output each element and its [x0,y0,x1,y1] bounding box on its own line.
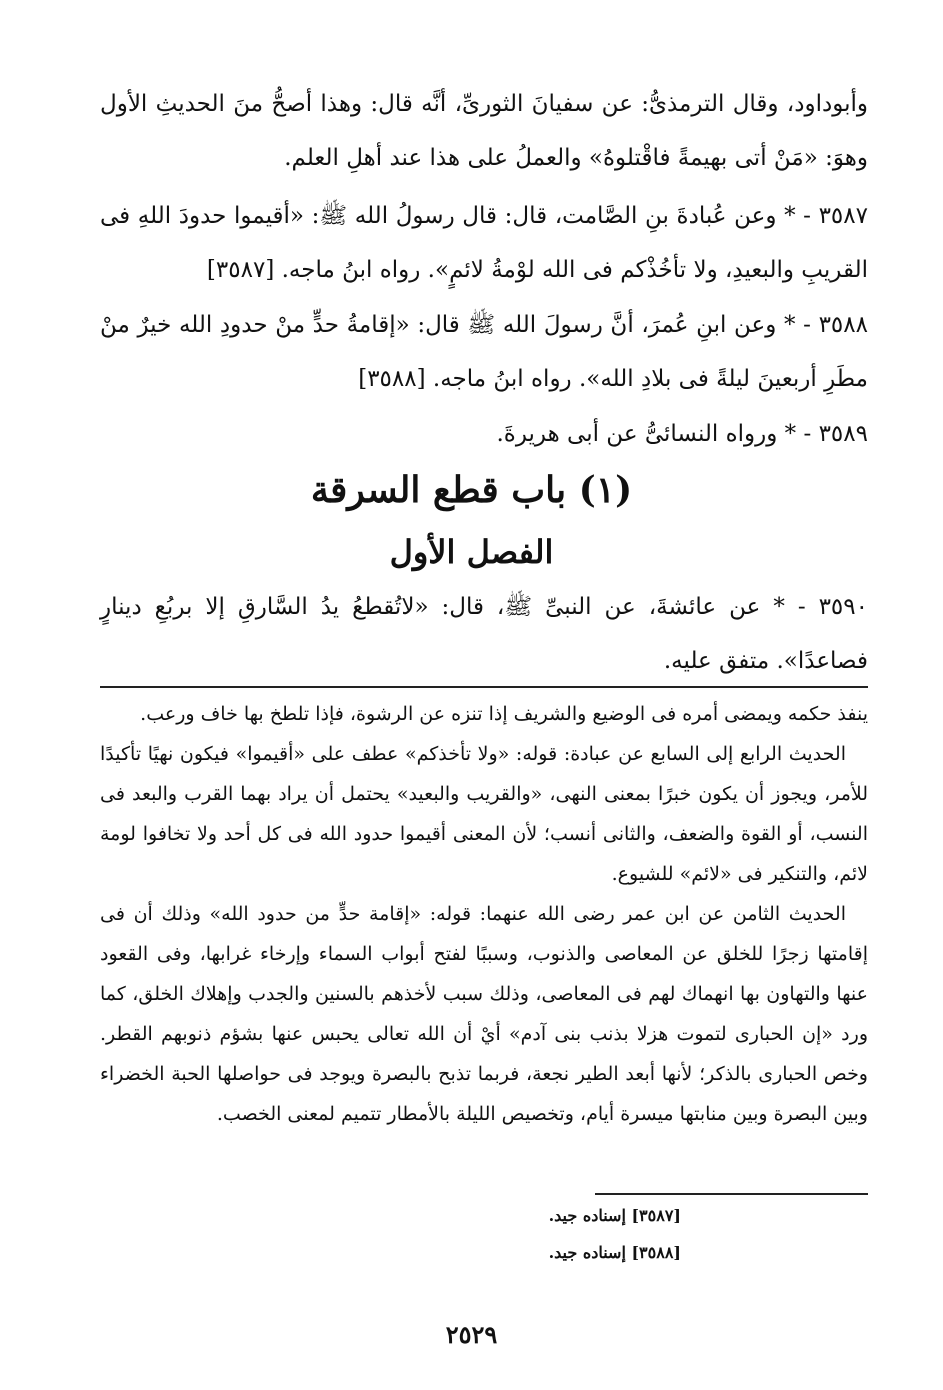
section-title: الفصل الأول [389,533,554,571]
hadith-continuation-paragraph: وأبوداود، وقال الترمذىُّ: عن سفيانَ الثورىِّ، أنَّه قال: وهذا أصحُّ منَ الحديثِ الأول وهوَ: «مَنْ أتى بهيمةً فاقْتلوهُ» والعملُ على هذا عند أهلِ العلم. [100,91,868,171]
hadith-3590: ٣٥٩٠ - * عن عائشةَ، عن النبىِّ ﷺ، قال: «لاتُقطعُ يدُ السَّارقِ إلا بربُعِ دينارٍ فصاعدًا». متفق عليه. [100,594,868,674]
footnote-3588: [٣٥٨٨] إسناده جيد. [548,1243,681,1262]
commentary-paragraph: الحديث الرابع إلى السابع عن عبادة: قوله: «ولا تأخذكم» عطف على «أقيموا» فيكون نهيًا تأكيدًا للأمر، ويجوز أن يكون خبرًا بمعنى النهى، «والقريب والبعيد» يحتمل أن يراد بهما القرب والبعد فى النسب، أو القوة والضعف، والثانى أنسب؛ لأن المعنى أقيموا حدود الله فى كل أحد ولا تخافوا لومة لائم، والتنكير فى «لائم» للشيوع. [100,743,868,885]
hadith-3587: ٣٥٨٧ - * وعن عُبادةَ بنِ الصَّامت، قال: قال رسولُ الله ﷺ: «أقيموا حدودَ اللهِ فى القريبِ والبعيدِ، ولا تأخُذْكم فى الله لوْمةُ لائمٍ». رواه ابنُ ماجه. [٣٥٨٧] [100,203,868,283]
commentary-paragraph: الحديث الثامن عن ابن عمر رضى الله عنهما: قوله: «إقامة حدٍّ من حدود الله» وذلك أن فى إقامتها زجرًا للخلق عن المعاصى والذنوب، وسببًا لفتح أبواب السماء وإرخاء غرابها، وفى القعود عنها والتهاون بها انهماك لهم فى المعاصى، وذلك سبب لأخذهم بالسنين والجدب وإهلاك الخلق، كما ورد «إن الحبارى لتموت هزلا بذنب بنى آدم» أيْ أن الله تعالى يحبس عنها بشؤم ذنوبهم القطر. وخص الحبارى بالذكر؛ لأنها أبعد الطير نجعة، فربما تذبح بالبصرة ويوجد فى حواصلها الحبة الخضراء وبين البصرة وبين منابتها ميسرة أيام، وتخصيص الليلة بالأمطار تتميم لمعنى الخصب. [100,903,868,1125]
commentary-paragraph: ينفذ حكمه ويمضى أمره فى الوضيع والشريف إذا تنزه عن الرشوة، فإذا تلطخ بها خاف ورعب. [140,703,868,725]
footnote-3587: [٣٥٨٧] إسناده جيد. [548,1206,681,1225]
hadith-3588: ٣٥٨٨ - * وعن ابنِ عُمرَ، أنَّ رسولَ الله ﷺ قال: «إقامةُ حدٍّ منْ حدودِ الله خيرٌ منْ مطَرِ أربعينَ ليلةً فى بلادِ الله». رواه ابنُ ماجه. [٣٥٨٨] [100,312,868,392]
footnote-divider [595,1193,868,1195]
chapter-title: (١) باب قطع السرقة [310,469,633,511]
commentary-divider [100,686,868,688]
hadith-3589: ٣٥٨٩ - * ورواه النسائىُّ عن أبى هريرةَ. [496,421,868,447]
page-number: ٢٥٢٩ [445,1320,498,1349]
commentary-block [100,694,868,1134]
